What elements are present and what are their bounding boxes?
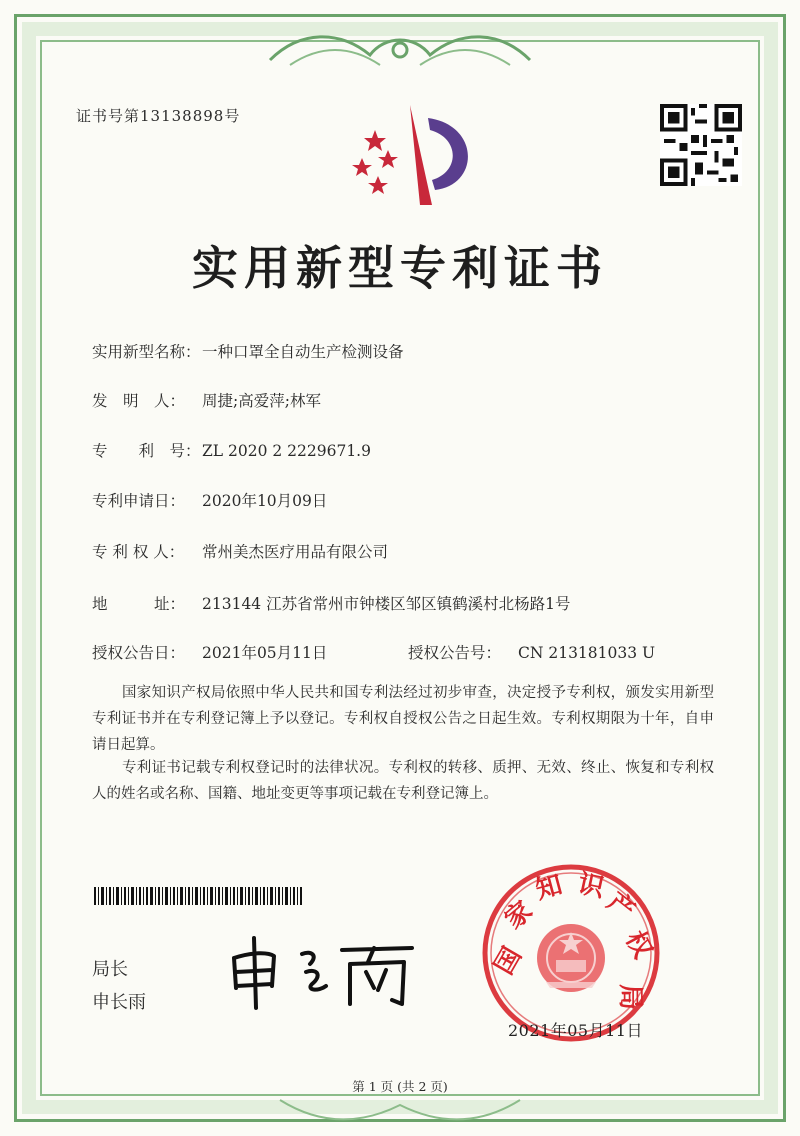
barcode-icon [94, 887, 302, 905]
field-grant-number [408, 641, 655, 663]
handwritten-signature-icon [222, 930, 422, 1010]
official-seal-icon [480, 862, 662, 1044]
field-label: 地 址： [92, 595, 186, 613]
page-footer: 第 1 页 (共 2 页) [352, 1079, 448, 1094]
field-label: 发 明 人： [92, 392, 186, 410]
top-ornament-icon [260, 20, 540, 80]
statement-paragraph: 国家知识产权局依照中华人民共和国专利法经过初步审查，决定授予专利权，颁发实用新型专利证书并在专利登记簿上予以登记。专利权自授权公告之日起生效。专利权期限为十年，自申请日起算。 [92, 685, 714, 753]
field-patentee [92, 540, 388, 562]
svg-text:知: 知 [532, 869, 566, 906]
svg-text:产: 产 [601, 886, 641, 927]
svg-text:家: 家 [499, 895, 539, 936]
svg-text:权: 权 [619, 926, 658, 964]
field-utility-model-name [92, 340, 404, 362]
field-patent-number [92, 439, 371, 461]
field-label: 授权公告日： [92, 644, 186, 662]
field-value: 周捷;高爱萍;林军 [202, 392, 321, 410]
qr-code-icon [660, 104, 742, 186]
signatory-name: 申长雨 [92, 992, 146, 1013]
field-value: 一种口罩全自动生产检测设备 [202, 343, 404, 361]
bottom-ornament-icon [260, 1090, 540, 1130]
field-grant-date [92, 641, 327, 663]
signatory-title: 局长 [92, 959, 128, 980]
field-value: 2020年10月09日 [202, 492, 328, 510]
field-value: 常州美杰医疗用品有限公司 [202, 543, 389, 561]
field-value: ZL 2020 2 2229671.9 [202, 442, 371, 460]
field-label: 专利申请日： [92, 492, 186, 510]
field-application-date [92, 489, 327, 511]
field-label: 授权公告号： [408, 644, 502, 662]
certificate-number: 证书号第13138898号 [76, 107, 241, 125]
svg-text:识: 识 [575, 868, 607, 904]
field-label: 专 利 权 人： [92, 543, 185, 561]
field-inventors [92, 389, 321, 411]
document-title: 实用新型专利证书 [192, 241, 608, 295]
field-value: 213144 江苏省常州市钟楼区邹区镇鹤溪村北杨路1号 [202, 595, 571, 613]
svg-text:国: 国 [489, 942, 528, 980]
svg-text:局: 局 [615, 984, 645, 1011]
field-value: CN 213181033 U [518, 644, 656, 662]
statement-paragraph: 专利证书记载专利权登记时的法律状况。专利权的转移、质押、无效、终止、恢复和专利权人的姓名或名称、国籍、地址变更等事项记载在专利登记簿上。 [92, 760, 714, 802]
seal-date: 2021年05月11日 [508, 1021, 643, 1040]
field-address [92, 592, 570, 614]
field-label: 实用新型名称： [92, 343, 201, 361]
patent-office-logo-icon [340, 100, 470, 210]
field-label: 专 利 号： [92, 442, 201, 460]
field-value: 2021年05月11日 [202, 644, 328, 662]
